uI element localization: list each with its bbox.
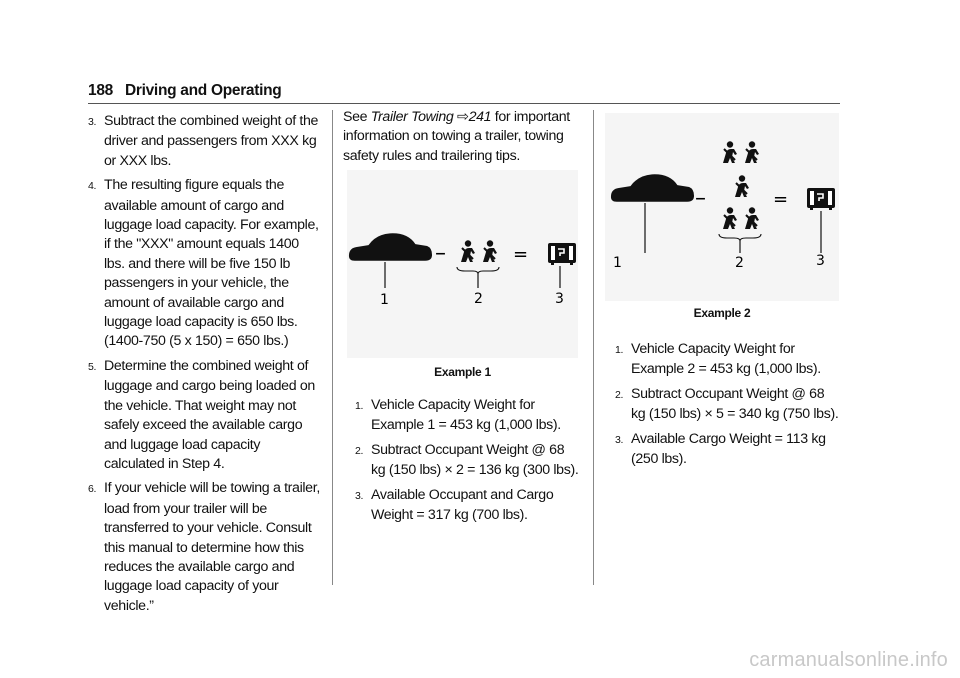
cargo-icon (548, 243, 576, 265)
watermark: carmanualsonline.info (749, 649, 948, 671)
occupant-icon (745, 141, 759, 163)
example-2-caption: Example 2 (693, 306, 751, 320)
list-item: 3. Available Cargo Weight = 113 kg (250 lbs). (615, 430, 826, 468)
column-divider-1 (332, 110, 333, 585)
page-header (88, 82, 281, 100)
intro-rest: for important information on towing a trailer, towing safety rules and trailering tips. (343, 109, 570, 164)
vehicle-icon (349, 233, 432, 260)
list-item: 2. Subtract Occupant Weight @ 68 kg (150 lbs) × 5 = 340 kg (750 lbs). (615, 385, 839, 423)
example-1-figure (347, 170, 578, 358)
occupant-icon (735, 175, 749, 197)
list-item: 1. Vehicle Capacity Weight for Example 2 = 453 kg (1,000 lbs). (615, 341, 821, 378)
list-item: 1. Vehicle Capacity Weight for Example 1 = 453 kg (1,000 lbs). (355, 397, 561, 434)
example-2-figure (605, 113, 839, 301)
page-ref-icon: ⇨ (457, 109, 469, 125)
occupant-icon (483, 240, 497, 262)
equals-sign: = (773, 189, 789, 210)
column-2-intro (343, 108, 580, 176)
example-2-list (615, 340, 840, 474)
column-1 (88, 112, 323, 621)
list-item: 4. The resulting figure equals the available amount of cargo and luggage load capacity. For example, if the "XXX" amount equals 1400 lbs. and there will be five 150 lb passengers in your vehicle, the amount of available cargo and luggage load capacity is 650 lbs. (1400-750 (5 x 150) = 650 lbs.) (88, 177, 319, 350)
list-item: 6. If your vehicle will be towing a trailer, load from your trailer will be transferred to your vehicle. Consult this manual to determine how this reduces the available cargo and luggage load capacity of your vehicle.” (88, 480, 320, 614)
example-1-illustration (347, 170, 578, 358)
figure-label-1: 1 (613, 255, 622, 271)
minus-sign: – (435, 241, 446, 266)
list-item: 3. Subtract the combined weight of the driver and passengers from XXX kg or XXX lbs. (88, 113, 319, 169)
cargo-icon (807, 188, 835, 210)
vehicle-icon (611, 174, 694, 201)
figure-label-2: 2 (474, 291, 483, 307)
intro-see: See (343, 109, 368, 125)
occupant-icon (723, 141, 737, 163)
equals-sign: = (513, 244, 529, 265)
example-1-caption: Example 1 (434, 365, 491, 379)
occupant-icon (723, 207, 737, 229)
figure-label-2: 2 (735, 255, 744, 271)
column-divider-2 (593, 110, 594, 585)
figure-label-1: 1 (380, 292, 389, 308)
page-number: 188 (88, 82, 113, 99)
example-1-list (355, 396, 580, 530)
occupant-icon (745, 207, 759, 229)
page-ref[interactable]: 241 (468, 109, 492, 125)
minus-sign: – (695, 186, 706, 211)
trailer-towing-link[interactable]: Trailer Towing (370, 109, 454, 125)
list-item: 2. Subtract Occupant Weight @ 68 kg (150 lbs) × 2 = 136 kg (300 lbs). (355, 441, 579, 479)
figure-label-3: 3 (816, 253, 825, 269)
list-item: 5. Determine the combined weight of luggage and cargo being loaded on the vehicle. That weight may not safely exceed the available cargo and luggage load capacity calculated in Step 4. (88, 357, 315, 472)
occupant-icon (461, 240, 475, 262)
example-2-illustration (605, 113, 839, 301)
list-item: 3. Available Occupant and Cargo Weight = 317 kg (700 lbs). (355, 486, 554, 524)
section-title: Driving and Operating (124, 82, 282, 99)
header-rule (88, 103, 840, 104)
figure-label-3: 3 (555, 291, 564, 307)
